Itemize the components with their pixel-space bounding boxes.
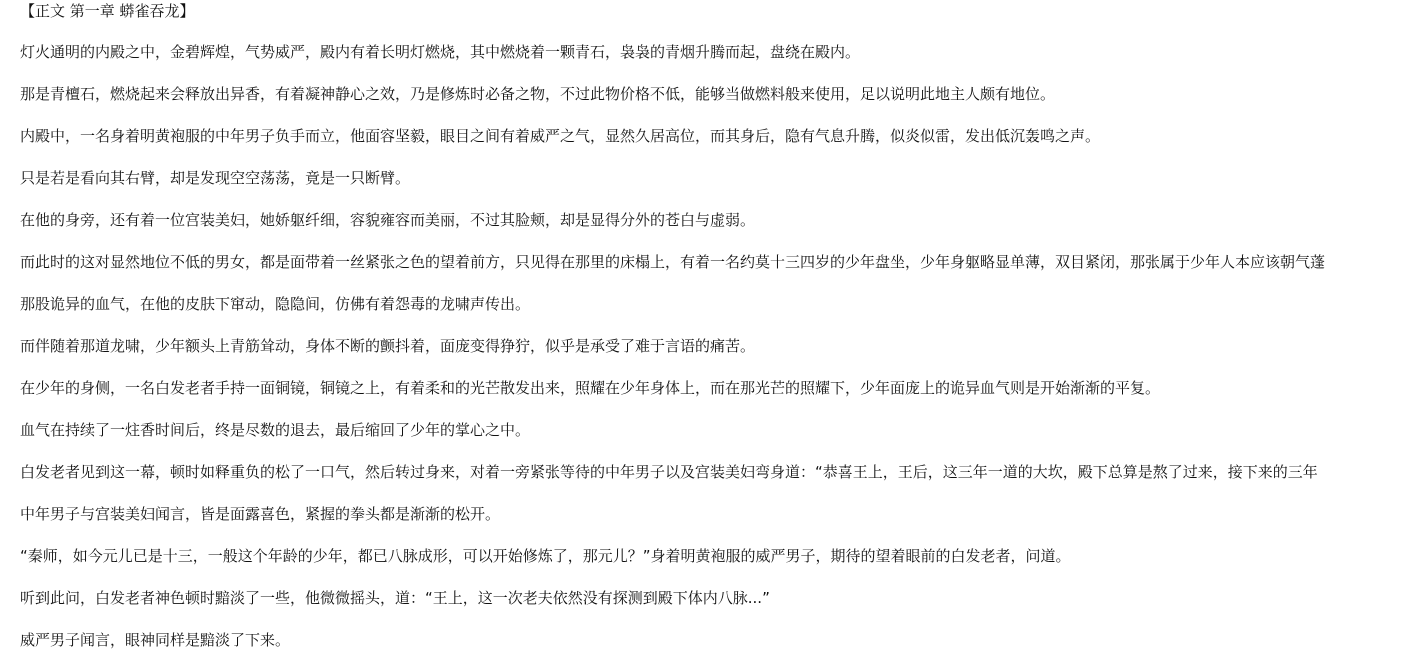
story-paragraph: 那股诡异的血气，在他的皮肤下窜动，隐隐间，仿佛有着怨毒的龙啸声传出。	[20, 295, 531, 313]
story-paragraph: “秦师，如今元儿已是十三，一般这个年龄的少年，都已八脉成形，可以开始修炼了，那元儿？”身着明黄袍服的威严男子，期待的望着眼前的白发老者，问道。	[20, 547, 1071, 565]
chapter-body	[20, 42, 1403, 662]
story-paragraph: 在少年的身侧，一名白发老者手持一面铜镜，铜镜之上，有着柔和的光芒散发出来，照耀在少年身体上，而在那光芒的照耀下，少年面庞上的诡异血气则是开始渐渐的平复。	[20, 379, 1161, 397]
story-paragraph: 白发老者见到这一幕，顿时如释重负的松了一口气，然后转过身来，对着一旁紧张等待的中年男子以及宫装美妇弯身道：“恭喜王上，王后，这三年一道的大坎，殿下总算是熬了过来，接下来的三年	[20, 463, 1318, 481]
chapter-title: 【正文 第一章 蟒雀吞龙】	[20, 2, 195, 20]
story-paragraph: 中年男子与宫装美妇闻言，皆是面露喜色，紧握的拳头都是渐渐的松开。	[20, 505, 501, 523]
story-paragraph: 听到此问，白发老者神色顿时黯淡了一些，他微微摇头，道：“王上，这一次老夫依然没有探测到殿下体内八脉...”	[20, 589, 770, 607]
story-paragraph: 在他的身旁，还有着一位宫装美妇，她娇躯纤细，容貌雍容而美丽，不过其脸颊，却是显得分外的苍白与虚弱。	[20, 211, 756, 229]
story-paragraph: 内殿中，一名身着明黄袍服的中年男子负手而立，他面容坚毅，眼目之间有着威严之气，显然久居高位，而其身后，隐有气息升腾，似炎似雷，发出低沉轰鸣之声。	[20, 127, 1101, 145]
story-paragraph: 那是青檀石，燃烧起来会释放出异香，有着凝神静心之效，乃是修炼时必备之物，不过此物价格不低，能够当做燃料般来使用，足以说明此地主人颇有地位。	[20, 85, 1056, 103]
story-paragraph: 而此时的这对显然地位不低的男女，都是面带着一丝紧张之色的望着前方，只见得在那里的床榻上，有着一名约莫十三四岁的少年盘坐，少年身躯略显单薄，双目紧闭，那张属于少年人本应该朝气蓬	[20, 253, 1326, 271]
story-paragraph: 血气在持续了一炷香时间后，终是尽数的退去，最后缩回了少年的掌心之中。	[20, 421, 531, 439]
story-paragraph: 灯火通明的内殿之中，金碧辉煌，气势威严，殿内有着长明灯燃烧，其中燃烧着一颗青石，袅袅的青烟升腾而起，盘绕在殿内。	[20, 43, 861, 61]
story-paragraph: 只是若是看向其右臂，却是发现空空荡荡，竟是一只断臂。	[20, 169, 411, 187]
story-paragraph: 而伴随着那道龙啸，少年额头上青筋耸动，身体不断的颤抖着，面庞变得狰狞，似乎是承受了难于言语的痛苦。	[20, 337, 756, 355]
story-paragraph: 威严男子闻言，眼神同样是黯淡了下来。	[20, 631, 291, 649]
